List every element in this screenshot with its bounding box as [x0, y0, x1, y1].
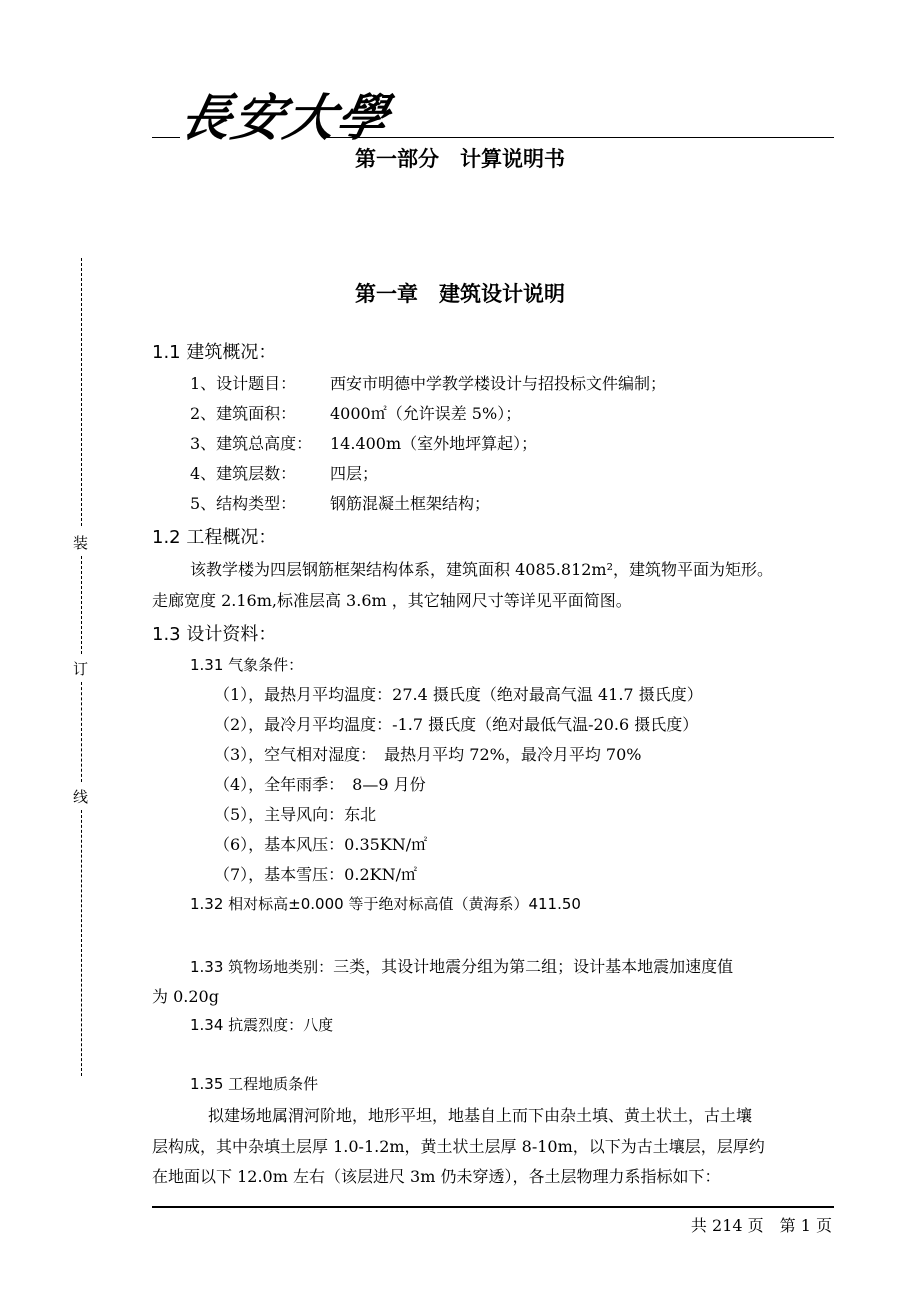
- climate-item: （3），空气相对湿度： 最热月平均 72%，最冷月平均 70%: [214, 745, 642, 764]
- item-label: 4、建筑层数：: [190, 464, 297, 483]
- section-1-3-heading: 1.3 设计资料：: [152, 624, 277, 645]
- university-logo: 長安大學: [174, 88, 396, 147]
- climate-item: （2），最冷月平均温度：-1.7 摄氏度（绝对最低气温-20.6 摄氏度）: [214, 715, 699, 734]
- section-1-33-heading: 1.33 筑物场地类别：: [190, 958, 334, 976]
- item-value: 钢筋混凝土框架结构；: [330, 494, 491, 513]
- item-label: 2、建筑面积：: [190, 404, 297, 423]
- section-1-1-heading: 1.1 建筑概况：: [152, 342, 277, 363]
- item-label: 5、结构类型：: [190, 494, 297, 513]
- climate-item: （1），最热月平均温度：27.4 摄氏度（绝对最高气温 41.7 摄氏度）: [214, 685, 703, 704]
- project-paragraph-line: 该教学楼为四层钢筋框架结构体系，建筑面积 4085.812m²，建筑物平面为矩形。: [190, 560, 774, 579]
- item-value: 四层；: [330, 464, 379, 483]
- item-label: 1、设计题目：: [190, 374, 297, 393]
- section-1-34: 1.34 抗震烈度：八度: [190, 1016, 334, 1034]
- margin-zhuang: 装: [73, 534, 89, 552]
- section-1-33-line1: [190, 954, 733, 977]
- overview-item: [190, 491, 490, 514]
- overview-item: [190, 461, 378, 484]
- geology-paragraph-line: 层构成，其中杂填土层厚 1.0-1.2m，黄土状土层厚 8-10m，以下为古土壤层，层厚约: [152, 1137, 765, 1156]
- item-value: 西安市明德中学教学楼设计与招投标文件编制；: [330, 374, 667, 393]
- climate-item: （6），基本风压：0.35KN/㎡: [214, 835, 428, 854]
- item-label: 3、建筑总高度：: [190, 434, 313, 453]
- section-1-33-text: 三类，其设计地震分组为第二组；设计基本地震加速度值: [333, 957, 734, 976]
- overview-item: [190, 401, 521, 424]
- footer-rule: [152, 1206, 834, 1208]
- margin-ding: 订: [73, 660, 89, 678]
- overview-item: [190, 371, 666, 394]
- binding-line-mid1: [81, 556, 82, 654]
- geology-paragraph-line: 拟建场地属渭河阶地，地形平坦，地基自上而下由杂土填、黄土状土，古土壤: [208, 1106, 753, 1125]
- page-counter: 共 214 页 第 1 页: [690, 1216, 832, 1235]
- margin-xian: 线: [73, 788, 89, 806]
- part-title: 第一部分 计算说明书: [355, 147, 565, 171]
- climate-item: （4），全年雨季： 8—9 月份: [214, 775, 426, 794]
- binding-line-bottom: [81, 810, 82, 1076]
- geology-paragraph-line: 在地面以下 12.0m 左右（该层进尺 3m 仍未穿透），各土层物理力系指标如下：: [152, 1167, 721, 1186]
- project-paragraph-line: 走廊宽度 2.16m,标准层高 3.6m ，其它轴网尺寸等详见平面简图。: [152, 591, 632, 610]
- binding-line-mid2: [81, 682, 82, 782]
- section-1-31-heading: 1.31 气象条件：: [190, 656, 304, 674]
- overview-item: [190, 431, 537, 454]
- item-value: 4000㎡（允许误差 5%）；: [330, 404, 522, 423]
- section-1-32: 1.32 相对标高±0.000 等于绝对标高值（黄海系）411.50: [190, 895, 581, 913]
- item-value: 14.400m（室外地坪算起）；: [330, 434, 538, 453]
- section-1-33-line2: 为 0.20g: [152, 987, 219, 1006]
- climate-item: （7），基本雪压：0.2KN/㎡: [214, 865, 417, 884]
- section-1-35-heading: 1.35 工程地质条件: [190, 1075, 319, 1093]
- chapter-title: 第一章 建筑设计说明: [355, 282, 565, 306]
- section-1-2-heading: 1.2 工程概况：: [152, 527, 277, 548]
- climate-item: （5），主导风向：东北: [214, 805, 377, 824]
- header-rule: [325, 137, 834, 138]
